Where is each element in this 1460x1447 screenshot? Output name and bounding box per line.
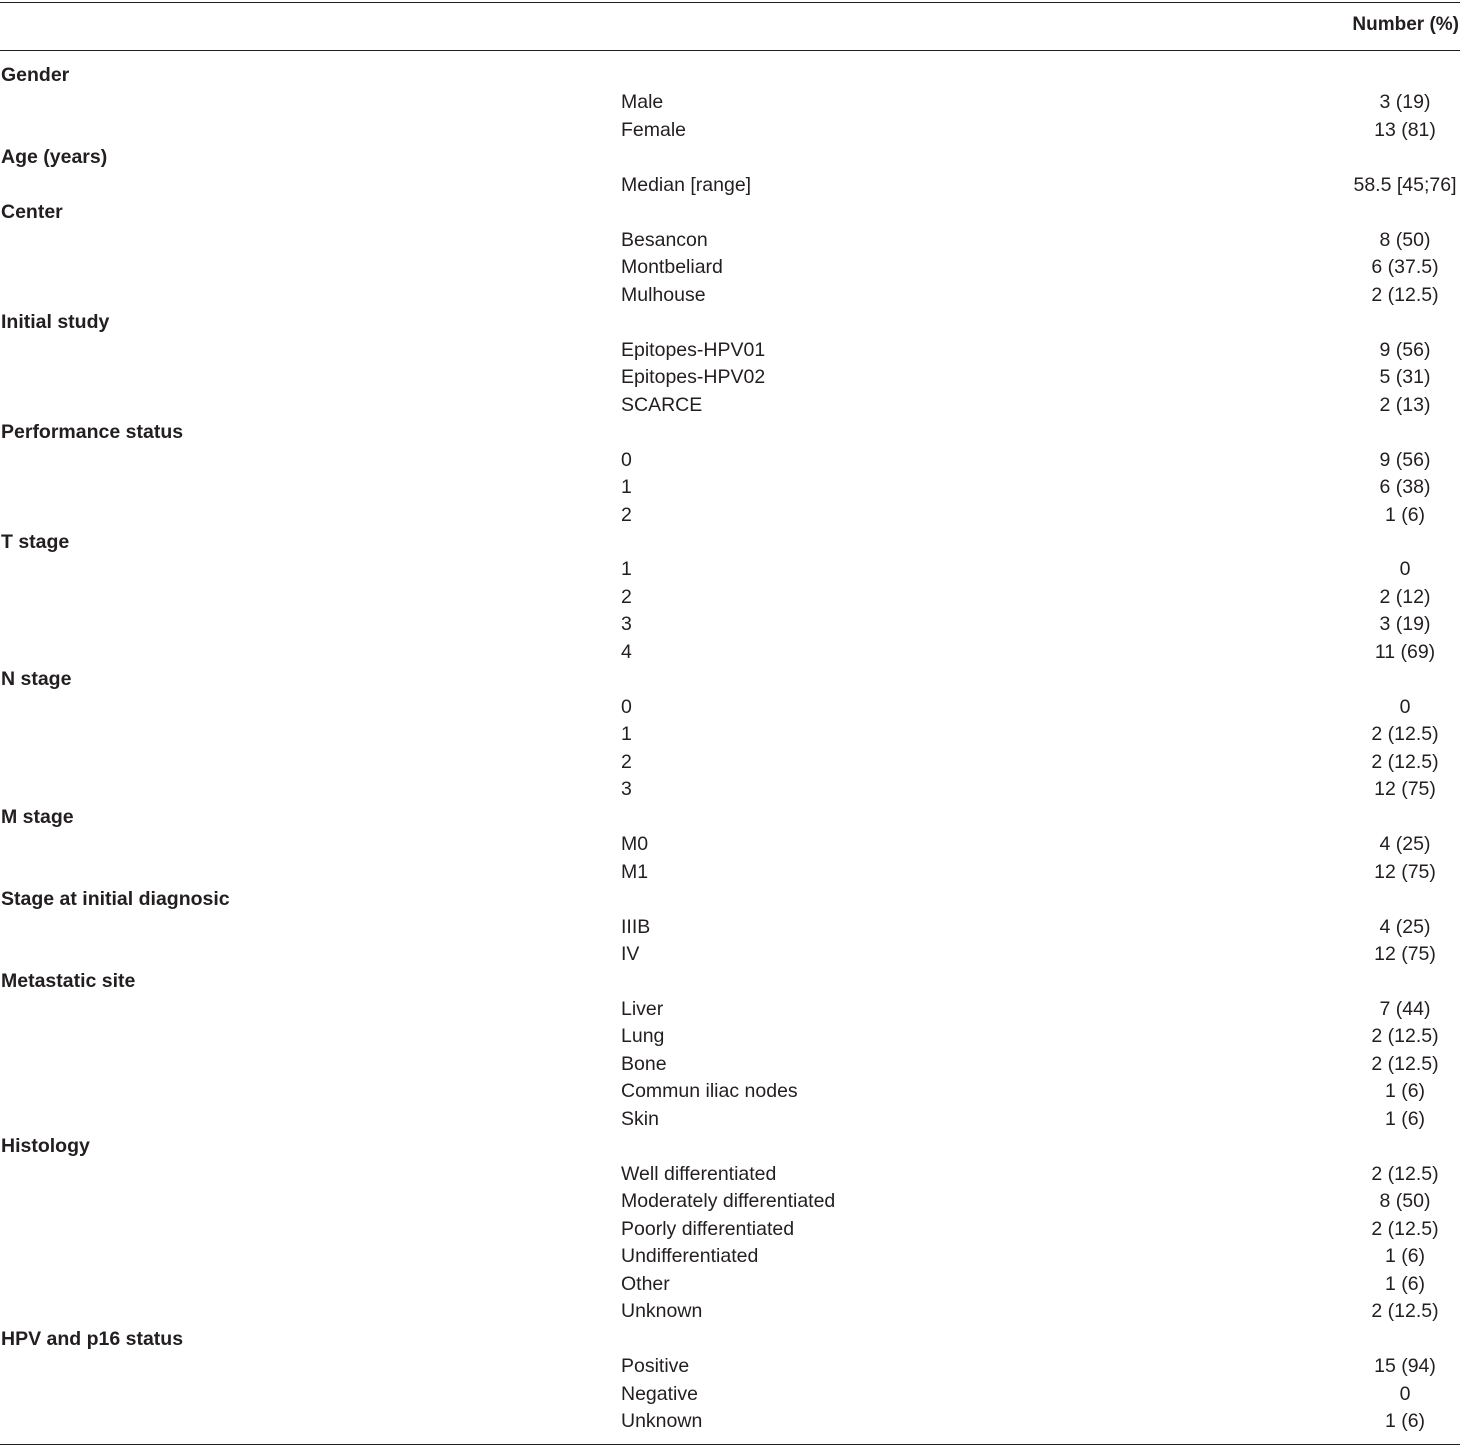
row-label: Bone: [621, 1052, 667, 1075]
row-label: 1: [621, 476, 632, 499]
section-title: Initial study: [1, 311, 110, 334]
table-row: [0, 639, 1460, 666]
table-row: [0, 584, 1460, 611]
row-value: 58.5 [45;76]: [1353, 173, 1457, 196]
row-value: 11 (69): [1374, 640, 1436, 663]
row-label: Unknown: [621, 1409, 703, 1432]
table-row: [0, 1161, 1460, 1188]
row-value: 2 (13): [1379, 393, 1431, 416]
row-label: Male: [621, 91, 664, 114]
row-label: Moderately differentiated: [621, 1190, 836, 1213]
table-row: [0, 1051, 1460, 1078]
table-row: [0, 611, 1460, 638]
row-value: 13 (81): [1374, 118, 1436, 141]
table-row: [0, 749, 1460, 776]
row-label: IV: [621, 943, 640, 965]
row-label: SCARCE: [621, 393, 703, 416]
row-label: Female: [621, 118, 687, 141]
row-value: 9 (56): [1379, 338, 1431, 361]
row-label: Negative: [621, 1382, 698, 1405]
table-row: [0, 1106, 1460, 1133]
section-header-row: [0, 1133, 1460, 1160]
row-value: 7 (44): [1379, 997, 1431, 1020]
section-header-row: [0, 968, 1460, 995]
row-label: M1: [621, 860, 649, 883]
table-row: [0, 1023, 1460, 1050]
row-value: 9 (56): [1379, 448, 1431, 471]
table-header-rule: [0, 50, 1460, 51]
section-title: N stage: [1, 668, 72, 691]
table-row: [0, 721, 1460, 748]
table-row: [0, 502, 1460, 529]
row-label: Well differentiated: [621, 1162, 777, 1185]
table-row: [0, 1298, 1460, 1325]
section-title: Gender: [1, 64, 70, 86]
row-value: 1 (6): [1384, 1107, 1426, 1130]
section-header-row: [0, 886, 1460, 913]
row-label: Unknown: [621, 1300, 703, 1323]
row-label: Other: [621, 1272, 670, 1295]
row-value: 5 (31): [1379, 366, 1431, 389]
table-row: [0, 474, 1460, 501]
table-row: [0, 694, 1460, 721]
table-row: [0, 337, 1460, 364]
section-title: HPV and p16 status: [1, 1327, 184, 1350]
section-header-row: [0, 199, 1460, 226]
row-label: Lung: [621, 1025, 665, 1048]
row-value: 3 (19): [1379, 613, 1431, 636]
row-value: 2 (12.5): [1371, 1162, 1439, 1185]
row-label: 2: [621, 585, 632, 608]
row-label: 0: [621, 448, 632, 471]
table-row: [0, 254, 1460, 281]
section-header-row: [0, 62, 1460, 89]
table-row: [0, 1188, 1460, 1215]
row-value: 0: [1399, 1382, 1411, 1405]
row-value: 12 (75): [1374, 860, 1436, 883]
section-header-row: [0, 419, 1460, 446]
row-value: 12 (75): [1374, 943, 1436, 965]
row-value: 0: [1399, 558, 1411, 581]
row-value: 8 (50): [1379, 228, 1431, 251]
table-row: [0, 227, 1460, 254]
row-label: 2: [621, 750, 632, 773]
row-label: 0: [621, 695, 632, 718]
table-row: [0, 941, 1460, 968]
table-bottom-rule: [0, 1444, 1460, 1445]
table-row: [0, 1243, 1460, 1270]
table-row: [0, 1381, 1460, 1408]
table-row: [0, 364, 1460, 391]
table-row: [0, 859, 1460, 886]
table-row: [0, 556, 1460, 583]
section-header-row: [0, 144, 1460, 171]
table-row: [0, 1353, 1460, 1380]
section-title: Histology: [1, 1135, 90, 1158]
row-label: 2: [621, 503, 632, 526]
row-value: 2 (12.5): [1371, 1025, 1439, 1048]
row-value: 1 (6): [1384, 1080, 1426, 1103]
section-header-row: [0, 804, 1460, 831]
row-value: 0: [1399, 695, 1411, 718]
table-row: [0, 447, 1460, 474]
row-value: 1 (6): [1384, 503, 1426, 526]
row-value: 1 (6): [1384, 1409, 1426, 1432]
row-label: Poorly differentiated: [621, 1217, 795, 1240]
table-row: [0, 776, 1460, 803]
row-value: 12 (75): [1374, 778, 1436, 801]
table-row: [0, 89, 1460, 116]
row-label: Commun iliac nodes: [621, 1080, 798, 1103]
table-row: [0, 1408, 1460, 1435]
table-row: [0, 1216, 1460, 1243]
row-label: 3: [621, 613, 632, 636]
row-value: 6 (38): [1379, 476, 1431, 499]
row-value: 1 (6): [1384, 1272, 1426, 1295]
row-label: Besancon: [621, 228, 708, 251]
row-value: 2 (12.5): [1371, 750, 1439, 773]
row-value: 2 (12.5): [1371, 1052, 1439, 1075]
table-body: [0, 62, 1460, 1435]
row-label: M0: [621, 833, 649, 856]
row-label: Epitopes-HPV02: [621, 366, 766, 389]
section-title: Stage at initial diagnosic: [1, 888, 230, 911]
row-value: 1 (6): [1384, 1245, 1426, 1268]
row-label: Undifferentiated: [621, 1245, 759, 1268]
section-header-row: [0, 529, 1460, 556]
section-title: T stage: [1, 530, 70, 553]
row-label: Epitopes-HPV01: [621, 338, 766, 361]
row-label: 4: [621, 640, 632, 663]
section-title: Center: [1, 201, 63, 224]
row-value: 6 (37.5): [1371, 256, 1439, 279]
row-label: Liver: [621, 997, 664, 1020]
row-label: IIIB: [621, 915, 651, 938]
section-title: M stage: [1, 805, 74, 828]
section-header-row: [0, 666, 1460, 693]
row-value: 8 (50): [1379, 1190, 1431, 1213]
section-title: Metastatic site: [1, 970, 136, 993]
row-label: Mulhouse: [621, 283, 706, 306]
section-title: Age (years): [1, 146, 108, 169]
table-row: [0, 1078, 1460, 1105]
row-label: 1: [621, 558, 632, 581]
row-value: 15 (94): [1374, 1355, 1436, 1378]
table-row: [0, 1271, 1460, 1298]
row-value: 2 (12.5): [1371, 1217, 1439, 1240]
table-row: [0, 117, 1460, 144]
row-label: 1: [621, 723, 632, 746]
table-row: [0, 831, 1460, 858]
row-value: 4 (25): [1379, 833, 1431, 856]
section-title: Performance status: [1, 421, 184, 444]
row-label: Positive: [621, 1355, 690, 1378]
row-value: 2 (12.5): [1371, 1300, 1439, 1323]
row-value: 3 (19): [1379, 91, 1431, 114]
table-row: [0, 996, 1460, 1023]
row-value: 2 (12.5): [1371, 283, 1439, 306]
section-header-row: [0, 309, 1460, 336]
row-label: 3: [621, 778, 632, 801]
table-top-rule: [0, 2, 1460, 3]
row-label: Skin: [621, 1107, 659, 1130]
row-value: 4 (25): [1379, 915, 1431, 938]
table-row: [0, 282, 1460, 309]
table-row: [0, 392, 1460, 419]
row-value: 2 (12.5): [1371, 723, 1439, 746]
row-label: Median [range]: [621, 173, 752, 196]
table-row: [0, 172, 1460, 199]
row-label: Montbeliard: [621, 256, 723, 279]
row-value: 2 (12): [1379, 585, 1431, 608]
column-header-number: Number (%): [1352, 14, 1459, 35]
section-header-row: [0, 1326, 1460, 1353]
table-row: [0, 914, 1460, 941]
